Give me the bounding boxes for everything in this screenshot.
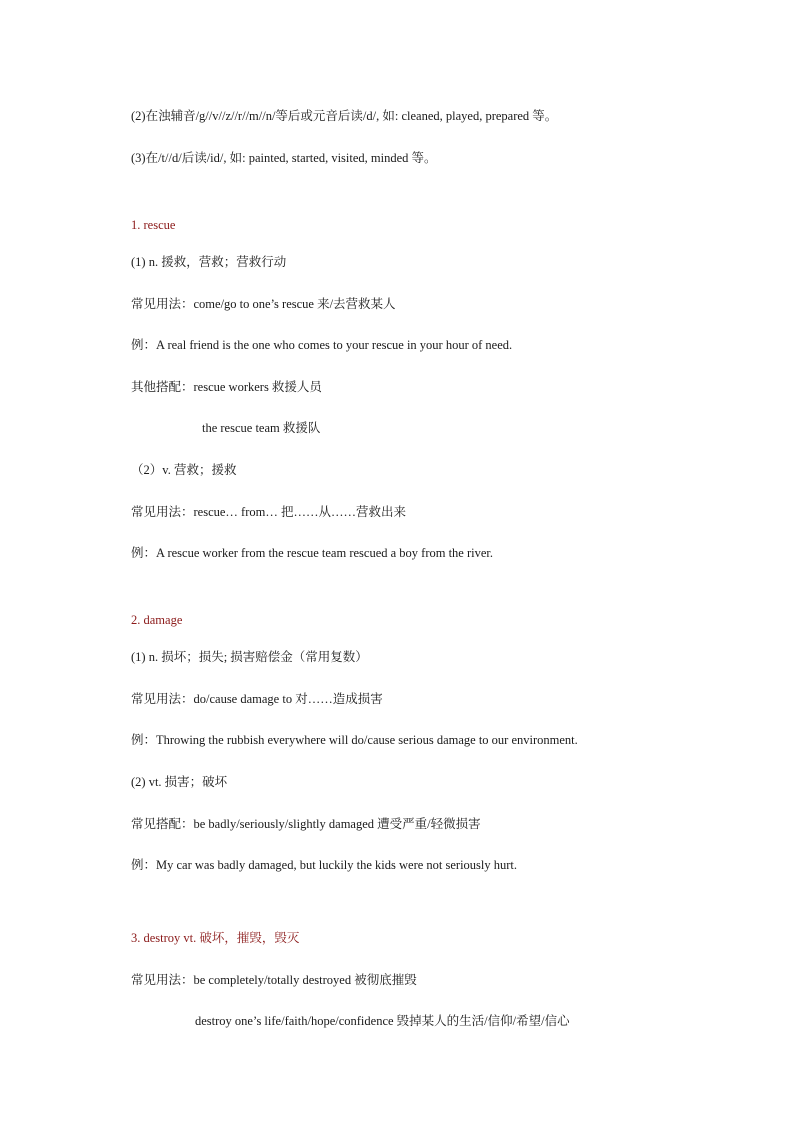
destroy-collocation: destroy one’s life/faith/hope/confidence 毁掉某人的生活/信仰/希望/信心 bbox=[195, 1014, 570, 1028]
rescue-noun-definition: (1) n. 援救，营救；营救行动 bbox=[131, 255, 287, 269]
damage-verb-definition: (2) vt. 损害；破坏 bbox=[131, 775, 228, 789]
damage-noun-definition: (1) n. 损坏；损失; 损害赔偿金（常用复数） bbox=[131, 650, 368, 664]
damage-example-2: 例：My car was badly damaged, but luckily the kids were not seriously hurt. bbox=[131, 858, 518, 872]
entry-heading-damage: 2. damage bbox=[131, 613, 183, 627]
damage-collocation: 常见搭配：be badly/seriously/slightly damaged 遭受严重/轻微损害 bbox=[131, 817, 481, 831]
damage-example-1: 例：Throwing the rubbish everywhere will do/cause serious damage to our environment. bbox=[131, 733, 578, 747]
rescue-example-2: 例：A rescue worker from the rescue team rescued a boy from the river. bbox=[131, 546, 494, 560]
rescue-usage: 常见用法：come/go to one’s rescue 来/去营救某人 bbox=[131, 297, 396, 311]
entry-heading-destroy: 3. destroy vt. 破坏，摧毁，毁灭 bbox=[131, 931, 300, 945]
damage-usage: 常见用法：do/cause damage to 对……造成损害 bbox=[131, 692, 383, 706]
rescue-collocation-1: 其他搭配：rescue workers 救援人员 bbox=[131, 380, 322, 394]
rescue-example-1: 例：A real friend is the one who comes to your rescue in your hour of need. bbox=[131, 338, 513, 352]
rule-t-d-ending: (3)在/t//d/后读/id/, 如: painted, started, visited, minded 等。 bbox=[131, 151, 437, 165]
rescue-verb-usage: 常见用法：rescue… from… 把……从……营救出来 bbox=[131, 505, 406, 519]
rule-voiced-consonants: (2)在浊辅音/g//v//z//r//m//n/等后或元音后读/d/, 如: cleaned, played, prepared 等。 bbox=[131, 109, 558, 123]
rescue-collocation-2: the rescue team 救援队 bbox=[202, 421, 321, 435]
destroy-usage: 常见用法：be completely/totally destroyed 被彻底摧毁 bbox=[131, 973, 417, 987]
rescue-verb-definition: （2）v. 营救；援救 bbox=[131, 463, 237, 477]
entry-heading-rescue: 1. rescue bbox=[131, 218, 176, 232]
